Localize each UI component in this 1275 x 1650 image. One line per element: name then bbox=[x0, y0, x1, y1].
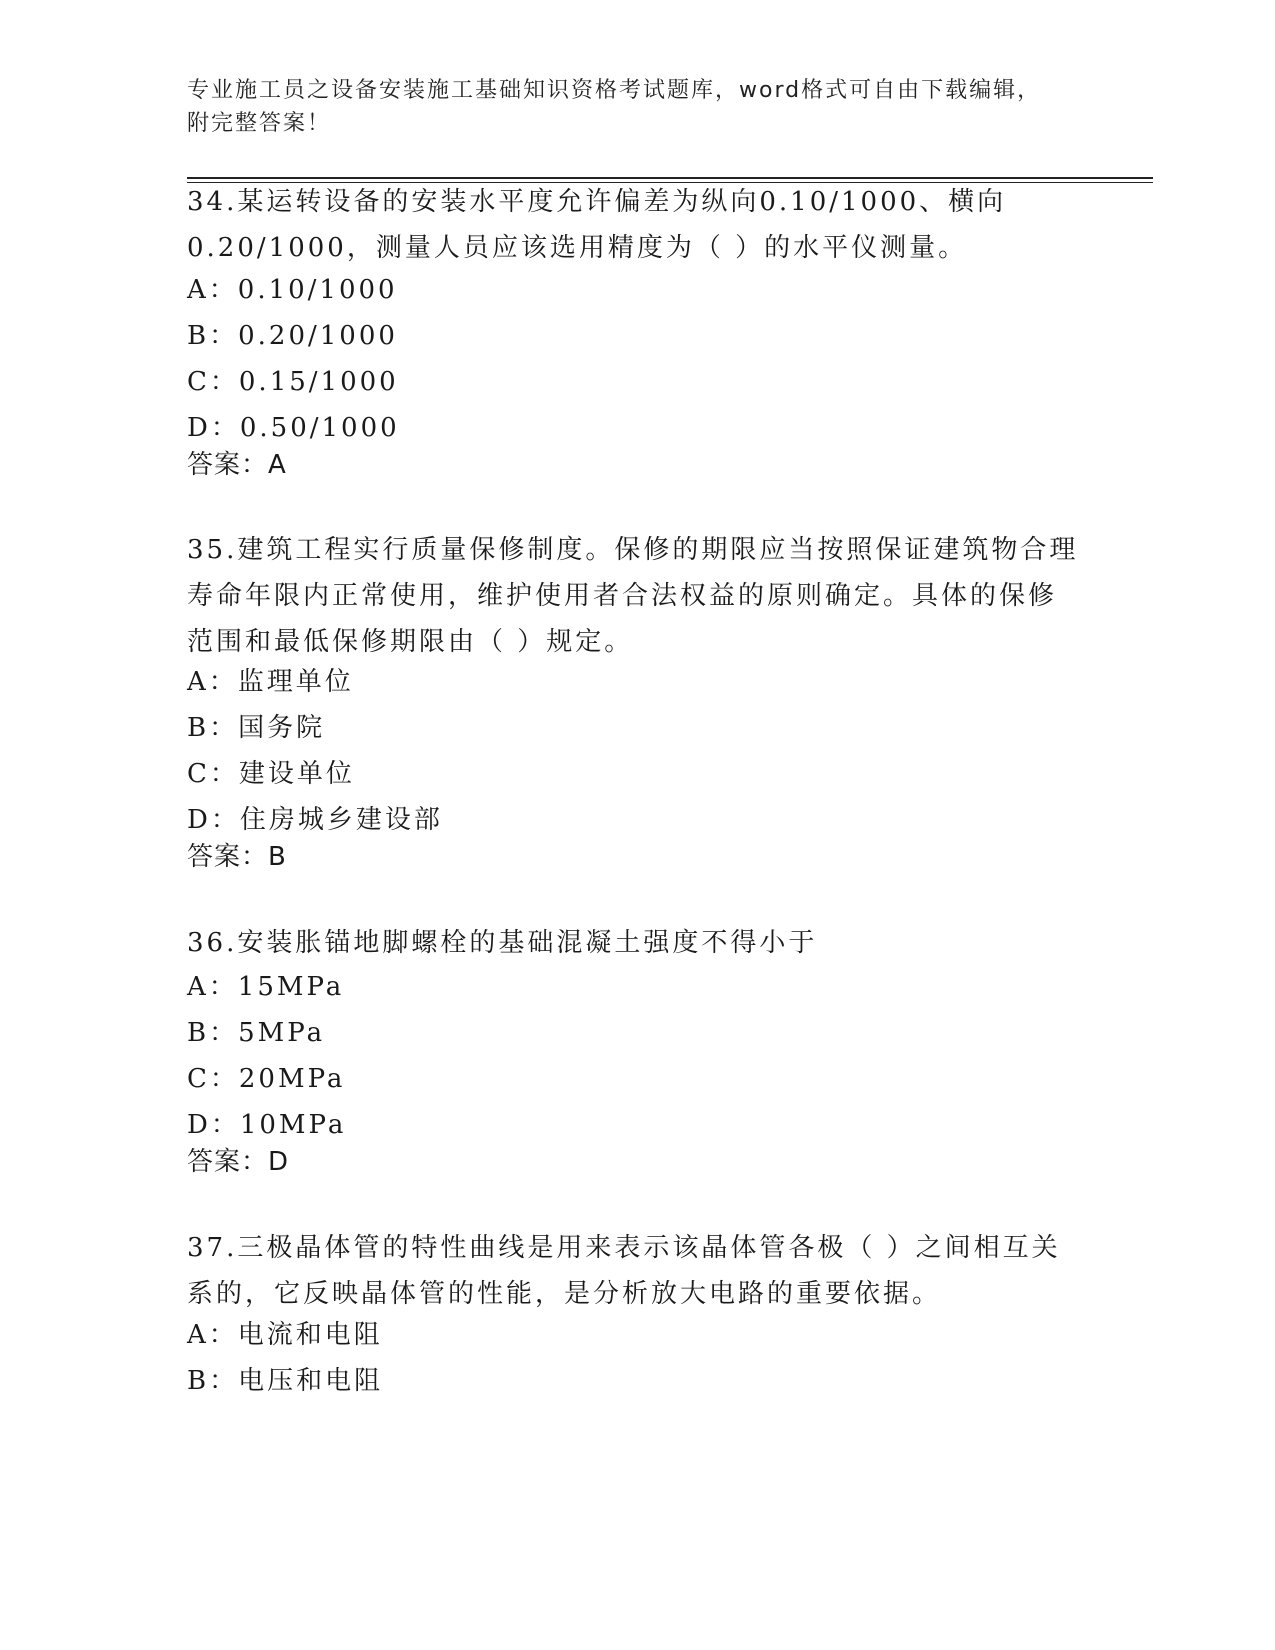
option-d: D：住房城乡建设部 bbox=[187, 805, 443, 835]
question-line: 35.建筑工程实行质量保修制度。保修的期限应当按照保证建筑物合理 bbox=[187, 535, 1079, 565]
question-line: 34.某运转设备的安装水平度允许偏差为纵向0.10/1000、横向 bbox=[187, 187, 1007, 217]
option-b: B：国务院 bbox=[187, 713, 326, 743]
header-line: 专业施工员之设备安装施工基础知识资格考试题库，word格式可自由下载编辑， bbox=[187, 78, 1042, 103]
option-a: A：15MPa bbox=[187, 972, 345, 1002]
option-b: B：5MPa bbox=[187, 1018, 326, 1048]
option-c: C：20MPa bbox=[187, 1064, 346, 1094]
question-36-answer: 答案：D bbox=[187, 1147, 290, 1177]
question-line: 系的，它反映晶体管的性能，是分析放大电路的重要依据。 bbox=[187, 1279, 942, 1309]
question-36-text bbox=[187, 920, 1107, 966]
document-header bbox=[187, 74, 1087, 140]
option-c: C：0.15/1000 bbox=[187, 367, 399, 397]
question-35-options bbox=[187, 659, 1107, 843]
question-34-options bbox=[187, 267, 1107, 451]
question-35-text bbox=[187, 527, 1107, 665]
option-a: A：0.10/1000 bbox=[187, 275, 398, 305]
question-35-answer: 答案：B bbox=[187, 842, 287, 872]
question-37-options bbox=[187, 1312, 1107, 1404]
question-34-answer: 答案：A bbox=[187, 450, 287, 480]
option-b: B：0.20/1000 bbox=[187, 321, 398, 351]
question-line: 寿命年限内正常使用，维护使用者合法权益的原则确定。具体的保修 bbox=[187, 581, 1058, 611]
question-line: 范围和最低保修期限由（ ）规定。 bbox=[187, 627, 634, 657]
question-36-options bbox=[187, 964, 1107, 1148]
option-d: D：0.50/1000 bbox=[187, 413, 400, 443]
header-line: 附完整答案！ bbox=[187, 111, 332, 136]
question-line: 37.三极晶体管的特性曲线是用来表示该晶体管各极（ ）之间相互关 bbox=[187, 1233, 1061, 1263]
question-line: 0.20/1000，测量人员应该选用精度为（ ）的水平仪测量。 bbox=[187, 233, 968, 263]
option-a: A：电流和电阻 bbox=[187, 1320, 383, 1350]
option-a: A：监理单位 bbox=[187, 667, 354, 697]
question-line: 36.安装胀锚地脚螺栓的基础混凝土强度不得小于 bbox=[187, 928, 818, 958]
option-b: B：电压和电阻 bbox=[187, 1366, 384, 1396]
question-34-text bbox=[187, 179, 1107, 271]
question-37-text bbox=[187, 1225, 1107, 1317]
option-d: D：10MPa bbox=[187, 1110, 347, 1140]
option-c: C：建设单位 bbox=[187, 759, 355, 789]
